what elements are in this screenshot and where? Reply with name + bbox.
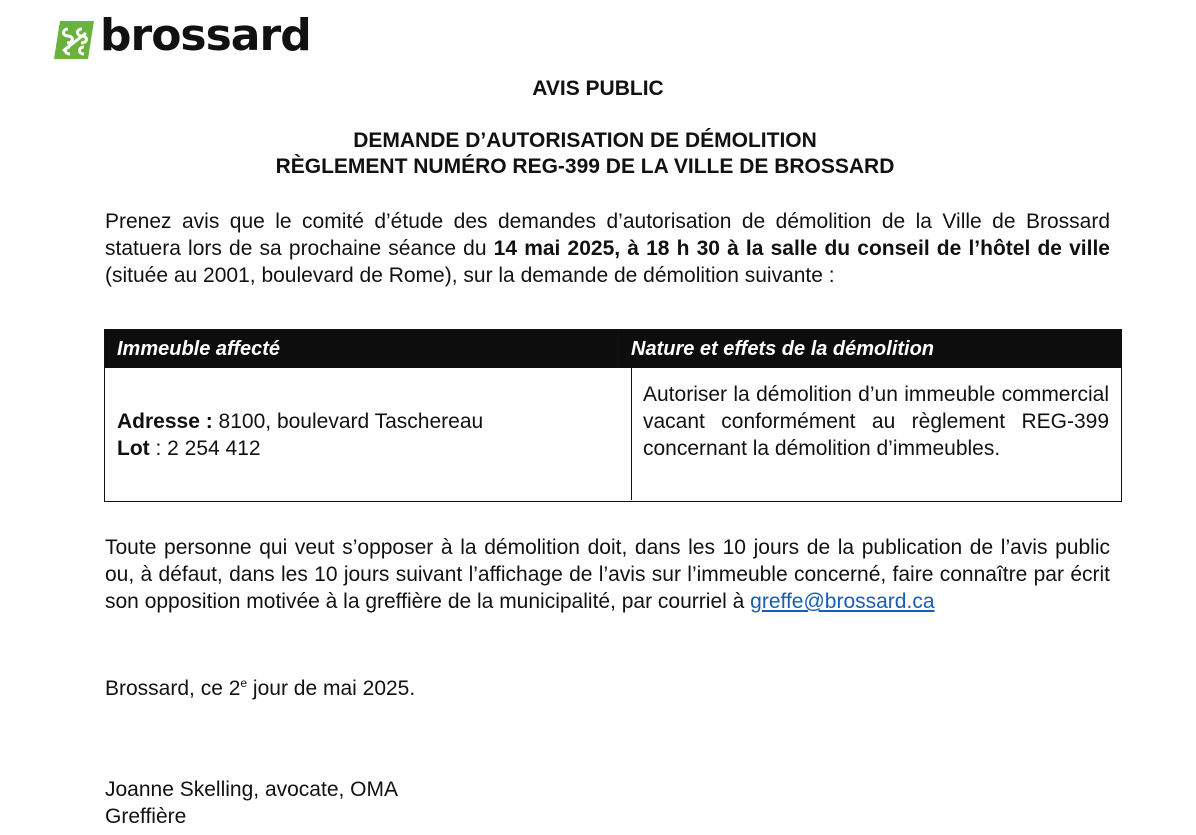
demolition-table: [104, 329, 1122, 502]
brossard-logo: [54, 10, 311, 62]
intro-text-2: (située au 2001, boulevard de Rome), sur la demande de démolition suivante :: [105, 264, 835, 287]
column-header-building: Immeuble affecté: [105, 330, 619, 368]
address-line: [117, 408, 631, 435]
signatory-name: Joanne Skelling, avocate, OMA: [105, 778, 398, 801]
table-row: [105, 368, 1121, 500]
nature-cell: Autoriser la démolition d’un immeuble commercial vacant conformément au règlement REG-399 concernant la démolition d’immeubles.: [643, 383, 1109, 460]
subtitle-line-2: RÈGLEMENT NUMÉRO REG-399 DE LA VILLE DE BROSSARD: [275, 155, 895, 178]
logo-mark-icon: [54, 21, 94, 59]
address-label: Adresse :: [117, 410, 213, 433]
intro-paragraph: [105, 208, 1110, 289]
signature-block: [105, 776, 398, 830]
logo-text: brossard: [100, 10, 311, 61]
lot-value: : 2 254 412: [149, 437, 261, 460]
dateline-part-2: jour de mai 2025.: [247, 677, 416, 700]
subtitle-line-1: DEMANDE D’AUTORISATION DE DÉMOLITION: [353, 129, 817, 152]
dateline: [105, 670, 1110, 702]
address-value: 8100, boulevard Taschereau: [212, 410, 484, 433]
lot-line: [117, 435, 631, 462]
opposition-text: Toute personne qui veut s’opposer à la démolition doit, dans les 10 jours de la publication de l’avis public ou, à défaut, dans les 10 jours suivant l’affichage de l’avis sur l’immeuble concerné, faire connaître par écrit son opposition motivée à la greffière de la municipalité, par courriel à: [105, 536, 1110, 613]
intro-text-1: Prenez avis que le comité d’étude des demandes d’autorisation de démolition de la Ville de Brossard statuera lors de sa prochaine séance du: [105, 210, 1110, 260]
dateline-part-1: Brossard, ce 2: [105, 677, 241, 700]
lot-label: Lot: [117, 437, 150, 460]
opposition-paragraph: [105, 534, 1110, 615]
table-header-row: [105, 330, 1121, 368]
signatory-role: Greffière: [105, 805, 187, 828]
notice-subtitle: [0, 128, 1183, 180]
building-cell: [105, 368, 632, 500]
meeting-details: 14 mai 2025, à 18 h 30 à la salle du conseil de l’hôtel de ville: [493, 237, 1110, 260]
email-link[interactable]: greffe@brossard.ca: [750, 590, 935, 613]
dateline-sup: e: [240, 676, 248, 690]
column-header-nature: Nature et effets de la démolition: [631, 338, 935, 360]
notice-title: AVIS PUBLIC: [532, 77, 664, 100]
